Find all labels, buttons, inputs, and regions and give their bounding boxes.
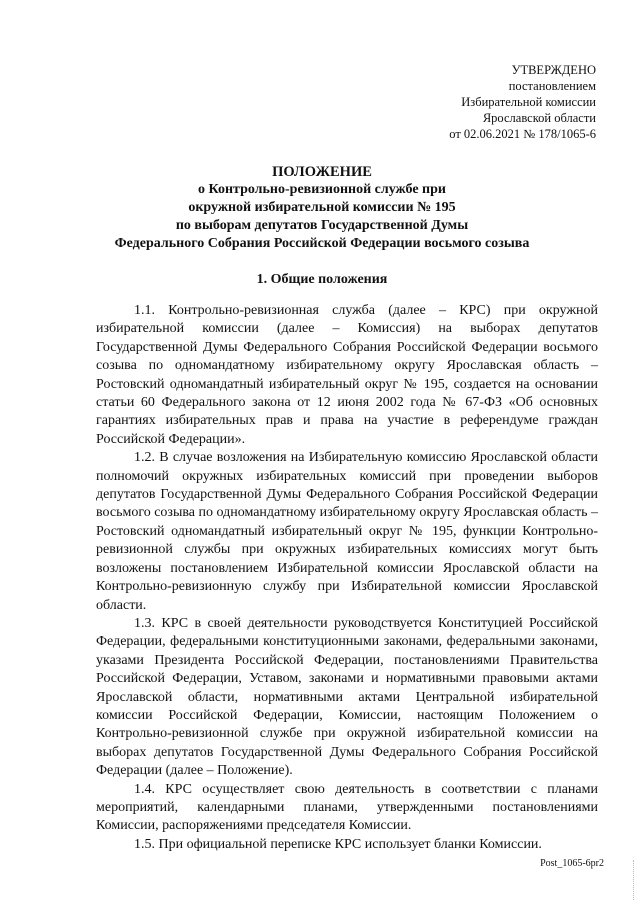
paragraph-1-5: 1.5. При официальной переписке КРС использует бланки Комиссии. bbox=[134, 836, 542, 852]
title-line-1: о Контрольно-ревизионной службе при bbox=[198, 182, 446, 197]
title-line-4: Федерального Собрания Российской Федерации восьмого созыва bbox=[114, 236, 530, 251]
title-main: ПОЛОЖЕНИЕ bbox=[272, 164, 372, 180]
paragraph-1-2: 1.2. В случае возложения на Избирательную комиссию Ярославской области полномочий окружных избирательных комиссий при проведении выборов депутатов Государственной Думы Федерального Собрания Российской Федерации восьмого созыва по одномандатному избирательному округу Ярославская область – Ростовский одномандатный избирательный округ № 195, функции Контрольно-ревизионной службы при окружных избирательных комиссиях могут быть возложены постановлением Избирательной комиссии Ярославской области на Контрольно-ревизионную службу при Избирательной комиссии Ярославской области. bbox=[96, 450, 599, 613]
footer-document-code: Post_1065-6pr2 bbox=[540, 858, 604, 869]
paragraph-1-3: 1.3. КРС в своей деятельности руководствуется Конституцией Российской Федерации, федеральными конституционными законами, федеральными законами, указами Президента Российской Федерации, постановлениями Правительства Российской Федерации, Уставом, законами и нормативными правовыми актами Ярославской области, нормативными актами Центральной избирательной комиссии Российской Федерации, Комиссии, настоящим Положением о Контрольно-ревизионной службе при окружной избирательной комиссии на выборах депутатов Государственной Думы Федерального Собрания Российской Федерации (далее – Положение). bbox=[96, 615, 598, 779]
paragraph-1-1: 1.1. Контрольно-ревизионная служба (далее – КРС) при окружной избирательной комиссии (далее – Комиссия) на выборах депутатов Государственной Думы Федерального Собрания Российской Федерации восьмого созыва по одномандатному избирательному округу Ярославская область – Ростовский одномандатный избирательный округ № 195, создается на основании статьи 60 Федерального закона от 12 июня 2002 года № 67-ФЗ «Об основных гарантиях избирательных прав и права на участие в референдуме граждан Российской Федерации». bbox=[96, 303, 598, 447]
paragraph-1-4: 1.4. КРС осуществляет свою деятельность в соответствии с планами мероприятий, календарными планами, утвержденными постановлениями Комиссии, распоряжениями председателя Комиссии. bbox=[96, 781, 598, 834]
approval-stamp bbox=[449, 62, 596, 142]
approval-line-date-number: от 02.06.2021 № 178/1065-6 bbox=[449, 127, 596, 141]
approval-line-approved: УТВЕРЖДЕНО bbox=[511, 63, 596, 77]
title-line-3: по выборам депутатов Государственной Думы bbox=[175, 218, 469, 233]
approval-line-commission: Избирательной комиссии bbox=[461, 95, 596, 109]
section-body bbox=[96, 302, 598, 854]
section-heading-general: 1. Общие положения bbox=[256, 272, 388, 287]
scan-edge-mark bbox=[632, 860, 634, 900]
approval-line-region: Ярославской области bbox=[482, 111, 596, 125]
document-title bbox=[60, 163, 584, 253]
approval-line-resolution: постановлением bbox=[508, 79, 596, 93]
title-line-2: окружной избирательной комиссии № 195 bbox=[188, 200, 456, 215]
